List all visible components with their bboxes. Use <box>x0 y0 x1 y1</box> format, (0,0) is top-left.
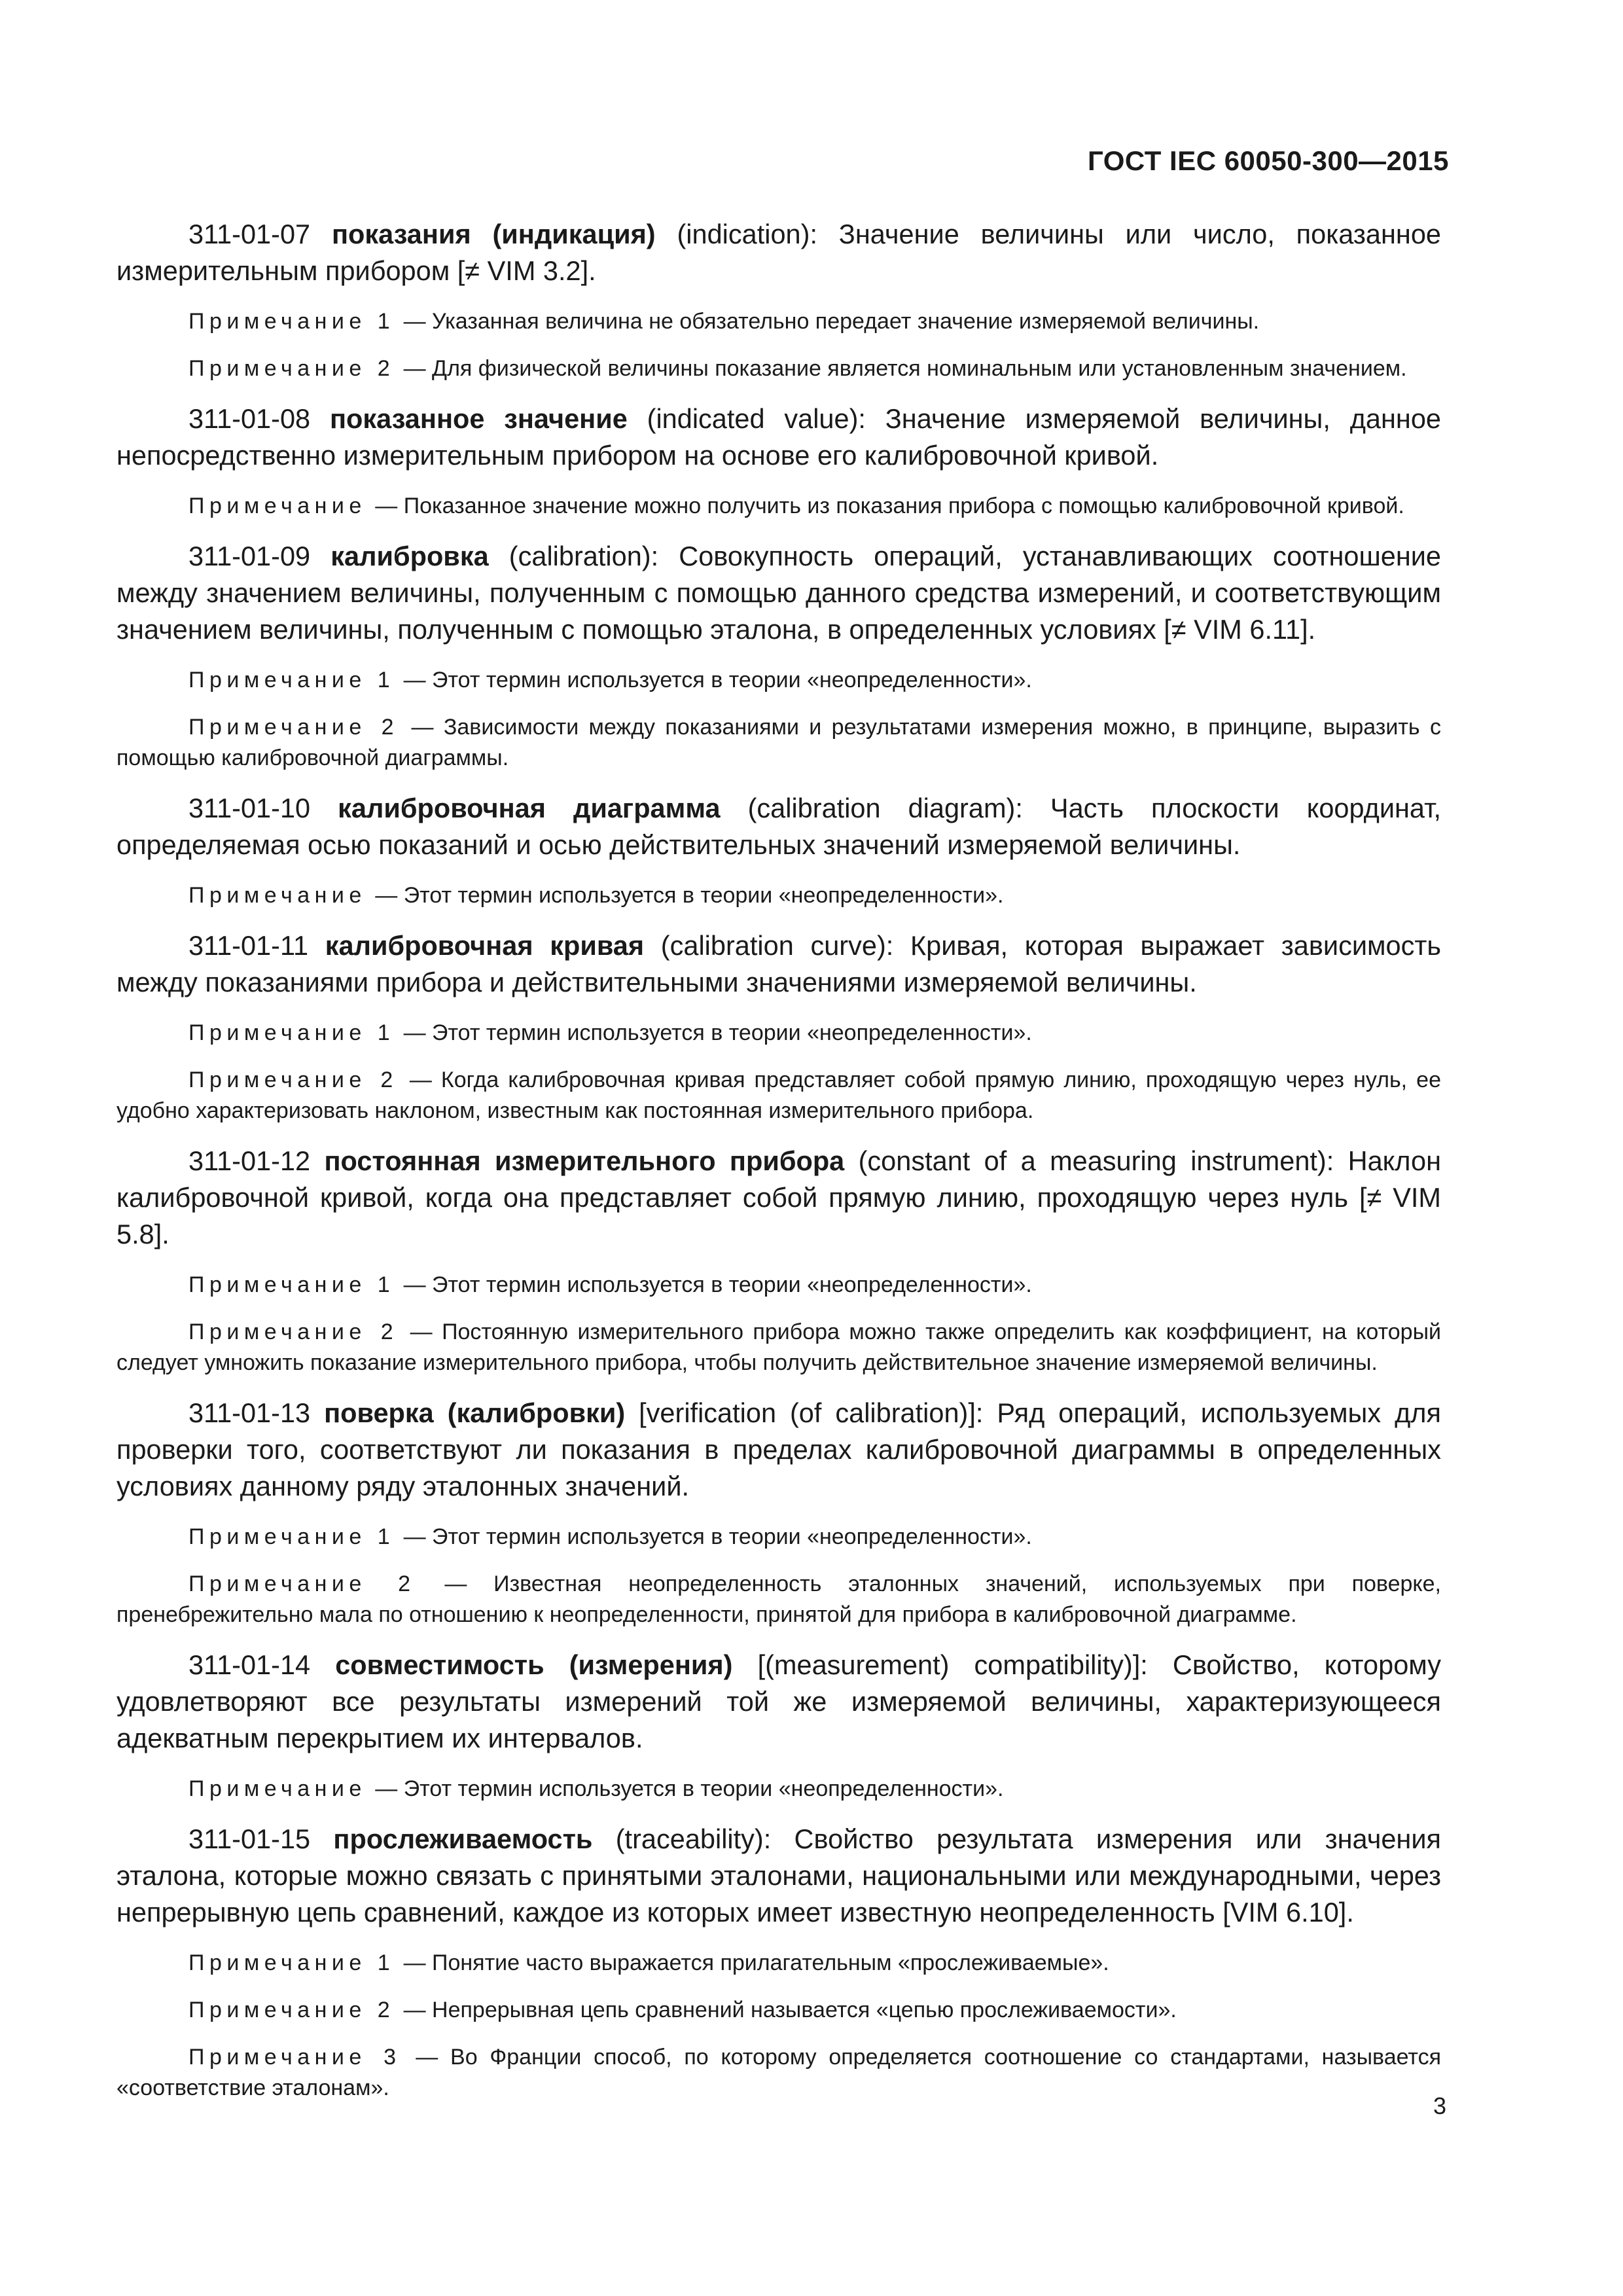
note-label: Примечание 1 <box>188 1950 395 1975</box>
term-english: (indication) <box>677 219 810 249</box>
document-body <box>116 216 1441 2120</box>
term-note <box>116 1948 1441 1979</box>
term-entry <box>116 1821 1441 1931</box>
term-name: прослеживаемость <box>333 1823 593 1854</box>
note-text: — Этот термин используется в теории «неопределенности». <box>397 1020 1032 1045</box>
note-label: Примечание <box>188 1776 366 1801</box>
note-text: — Во Франции способ, по которому определяется соотношение со стандартами, называется «соответствие эталонам». <box>116 2045 1441 2100</box>
term-name: показанное значение <box>329 403 628 434</box>
note-label: Примечание 2 <box>188 1067 398 1092</box>
term-note <box>116 306 1441 337</box>
term-code: 311-01-08 <box>188 403 311 434</box>
note-text: — Этот термин используется в теории «неопределенности». <box>397 1272 1032 1297</box>
term-code: 311-01-07 <box>188 219 311 249</box>
note-label: Примечание 1 <box>188 1524 395 1549</box>
term-code: 311-01-12 <box>188 1145 311 1176</box>
term-name: калибровочная диаграмма <box>338 793 721 823</box>
term-definition: : Значение измеряемой величины, данное непосредственно измерительным прибором на основе его калибровочной кривой. <box>116 403 1442 471</box>
term-english: (constant of a measuring instrument) <box>858 1145 1327 1176</box>
term-code: 311-01-13 <box>188 1397 311 1428</box>
term-entry <box>116 1647 1441 1757</box>
term-note <box>116 1569 1441 1630</box>
term-note <box>116 1317 1441 1378</box>
term-name: калибровка <box>330 541 489 571</box>
term-note <box>116 712 1441 774</box>
term-note <box>116 1065 1441 1126</box>
note-label: Примечание 1 <box>188 309 395 334</box>
note-text: — Показанное значение можно получить из показания прибора с помощью калибровочной кривой. <box>368 493 1404 518</box>
term-note <box>116 2042 1441 2104</box>
note-label: Примечание <box>188 883 366 908</box>
term-name: поверка (калибровки) <box>324 1397 626 1428</box>
term-entry <box>116 1143 1441 1253</box>
term-code: 311-01-15 <box>188 1823 311 1854</box>
term-entry <box>116 401 1441 474</box>
note-text: — Этот термин используется в теории «неопределенности». <box>397 1524 1032 1549</box>
note-label: Примечание 1 <box>188 1272 395 1297</box>
page-number: 3 <box>1433 2092 1446 2119</box>
note-label: Примечание 2 <box>188 1998 395 2022</box>
term-code: 311-01-11 <box>188 930 309 961</box>
term-english: (calibration diagram) <box>747 793 1016 823</box>
term-definition: : Совокупность операций, устанавливающих соотношение между значением величины, полученным с помощью данного средства измерений, и соответствующим значением величины, полученным с помощью эталона, в определенных условиях [≠ VIM 6.11]. <box>116 541 1442 645</box>
note-text: — Непрерывная цепь сравнений называется «цепью прослеживаемости». <box>397 1998 1177 2022</box>
note-text: — Зависимости между показаниями и результатами измерения можно, в принципе, выразить с помощью калибровочной диаграммы. <box>116 715 1442 770</box>
note-label: Примечание 3 <box>188 2045 401 2070</box>
note-label: Примечание 2 <box>188 356 395 381</box>
term-definition: : Часть плоскости координат, определяемая осью показаний и осью действительных значений измеряемой величины. <box>116 793 1442 860</box>
term-entry <box>116 216 1441 289</box>
note-text: — Постоянную измерительного прибора можно также определить как коэффициент, на который следует умножить показание измерительного прибора, чтобы получить действительное значение измеряемой величины. <box>116 1319 1442 1375</box>
term-name: показания (индикация) <box>331 219 656 249</box>
note-text: — Этот термин используется в теории «неопределенности». <box>368 1776 1004 1801</box>
note-text: — Этот термин используется в теории «неопределенности». <box>397 668 1032 692</box>
term-note <box>116 353 1441 384</box>
term-note <box>116 1018 1441 1049</box>
term-note <box>116 1270 1441 1300</box>
term-code: 311-01-09 <box>188 541 311 571</box>
note-text: — Для физической величины показание является номинальным или установленным значением. <box>397 356 1407 381</box>
term-english: [verification (of calibration)] <box>639 1397 976 1428</box>
standard-header: ГОСТ IEC 60050-300—2015 <box>1087 145 1449 176</box>
note-label: Примечание 2 <box>188 1571 416 1596</box>
term-english: (traceability) <box>615 1823 764 1854</box>
term-definition: : Наклон калибровочной кривой, когда она представляет собой прямую линию, проходящую через нуль [≠ VIM 5.8]. <box>116 1145 1441 1249</box>
term-definition: : Ряд операций, используемых для проверки того, соответствуют ли показания в пределах калибровочной диаграммы в определенных условиях данному ряду эталонных значений. <box>116 1397 1441 1501</box>
term-entry <box>116 538 1441 648</box>
term-note <box>116 1774 1441 1804</box>
term-english: [(measurement) compatibility)] <box>757 1649 1141 1680</box>
note-label: Примечание 1 <box>188 668 395 692</box>
note-text: — Этот термин используется в теории «неопределенности». <box>368 883 1004 908</box>
term-name: калибровочная кривая <box>325 930 645 961</box>
term-name: постоянная измерительного прибора <box>324 1145 845 1176</box>
term-english: (calibration) <box>508 541 651 571</box>
term-entry <box>116 790 1441 863</box>
term-entry <box>116 927 1441 1001</box>
note-text: — Когда калибровочная кривая представляет собой прямую линию, проходящую через нуль, ее удобно характеризовать наклоном, известным как постоянная измерительного прибора. <box>116 1067 1442 1123</box>
note-text: — Понятие часто выражается прилагательным «прослеживаемые». <box>397 1950 1109 1975</box>
term-definition: : Кривая, которая выражает зависимость между показаниями прибора и действительными значениями измеряемой величины. <box>116 930 1442 997</box>
note-label: Примечание <box>188 493 366 518</box>
note-label: Примечание 2 <box>188 715 399 740</box>
note-text: — Известная неопределенность эталонных значений, используемых при поверке, пренебрежительно мала по отношению к неопределенности, принятой для прибора в калибровочной диаграмме. <box>116 1571 1441 1627</box>
note-text: — Указанная величина не обязательно передает значение измеряемой величины. <box>397 309 1260 334</box>
term-english: (indicated value) <box>647 403 859 434</box>
term-definition: : Значение величины или число, показанное измерительным прибором [≠ VIM 3.2]. <box>116 219 1442 286</box>
term-note <box>116 665 1441 696</box>
term-entry <box>116 1395 1441 1505</box>
term-code: 311-01-10 <box>188 793 311 823</box>
term-english: (calibration curve) <box>660 930 886 961</box>
term-note <box>116 491 1441 522</box>
term-note <box>116 1522 1441 1552</box>
note-label: Примечание 1 <box>188 1020 395 1045</box>
note-label: Примечание 2 <box>188 1319 399 1344</box>
term-code: 311-01-14 <box>188 1649 311 1680</box>
term-definition: : Свойство результата измерения или значения эталона, которые можно связать с принятыми эталонами, национальными или международными, через непрерывную цепь сравнений, каждое из которых имеет известную неопределенность [VIM 6.10]. <box>116 1823 1441 1928</box>
term-note <box>116 880 1441 911</box>
term-name: совместимость (измерения) <box>335 1649 733 1680</box>
term-definition: : Свойство, которому удовлетворяют все результаты измерений той же измеряемой величины, характеризующееся адекватным перекрытием их интервалов. <box>116 1649 1442 1753</box>
term-note <box>116 1995 1441 2026</box>
